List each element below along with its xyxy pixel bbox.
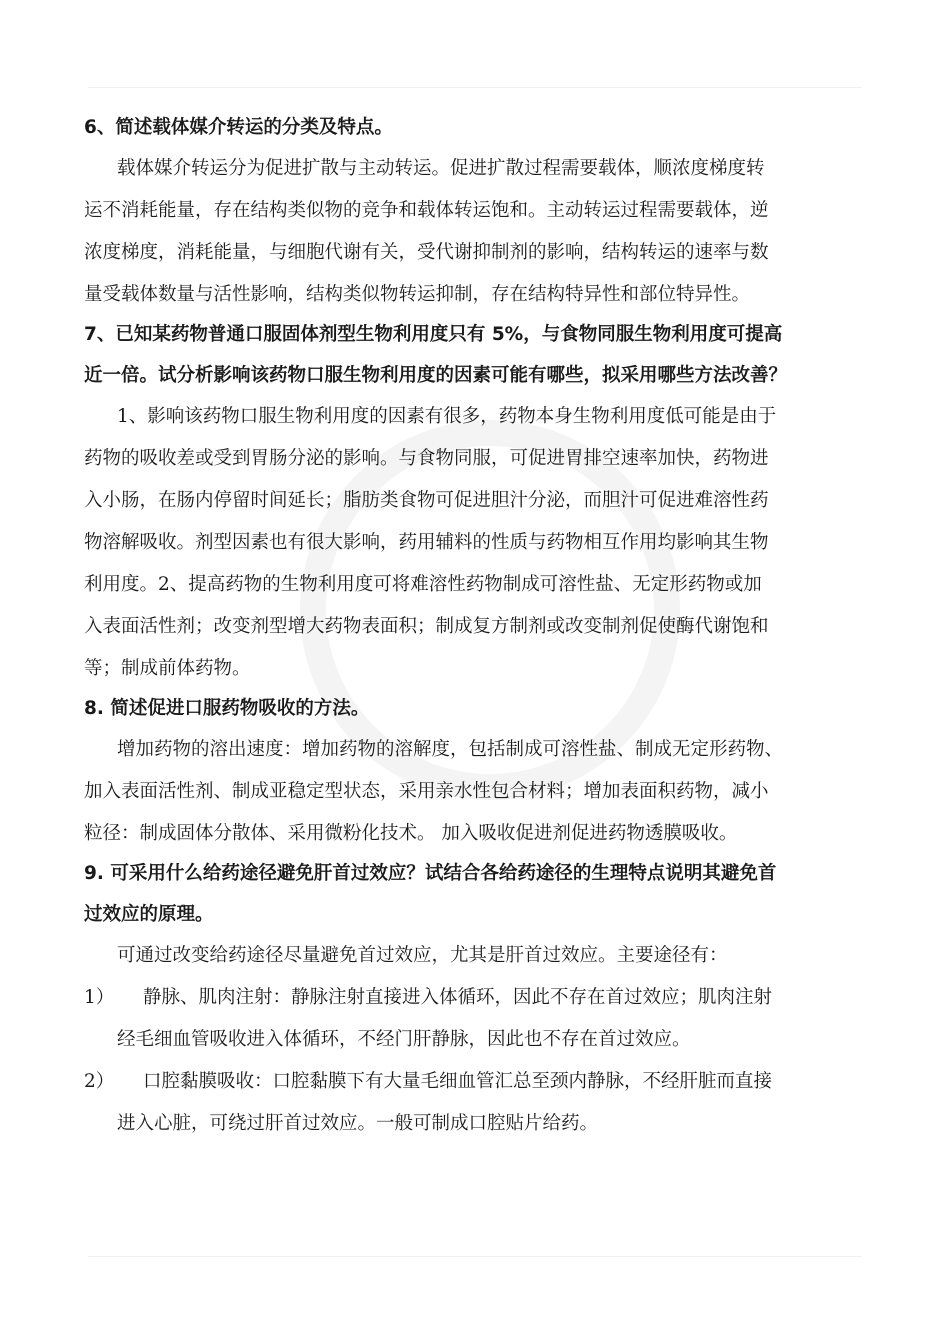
question-8-heading: 8. 简述促进口服药物吸收的方法。 [84, 698, 370, 719]
list-item-1-line: 经毛细血管吸收进入体循环，不经门肝静脉，因此也不存在首过效应。 [117, 1029, 691, 1050]
list-marker-2: 2） [84, 1071, 115, 1092]
answer-line: 可通过改变给药途径尽量避免首过效应，尤其是肝首过效应。主要途径有： [117, 945, 728, 966]
question-7-heading: 7、已知某药物普通口服固体剂型生物利用度只有 5%，与食物同服生物利用度可提高 [84, 324, 783, 345]
answer-line: 运不消耗能量，存在结构类似物的竞争和载体转运饱和。主动转运过程需要载体，逆 [84, 200, 769, 221]
answer-line: 量受载体数量与活性影响，结构类似物转运抑制，存在结构特异性和部位特异性。 [84, 284, 751, 305]
answer-line: 入小肠，在肠内停留时间延长；脂肪类食物可促进胆汁分泌，而胆汁可促进难溶性药 [84, 490, 769, 511]
answer-line: 利用度。2、提高药物的生物利用度可将难溶性药物制成可溶性盐、无定形药物或加 [84, 574, 762, 595]
list-item-1-line: 静脉、肌肉注射：静脉注射直接进入体循环，因此不存在首过效应；肌肉注射 [143, 987, 773, 1008]
answer-line: 粒径：制成固体分散体、采用微粉化技术。 加入吸收促进剂促进药物透膜吸收。 [84, 823, 738, 844]
answer-line: 入表面活性剂；改变剂型增大药物表面积；制成复方制剂或改变制剂促使酶代谢饱和 [84, 616, 769, 637]
answer-line: 1、影响该药物口服生物利用度的因素有很多，药物本身生物利用度低可能是由于 [117, 406, 777, 427]
header-rule [88, 87, 862, 88]
answer-line: 物溶解吸收。剂型因素也有很大影响，药用辅料的性质与药物相互作用均影响其生物 [84, 532, 769, 553]
answer-line: 载体媒介转运分为促进扩散与主动转运。促进扩散过程需要载体，顺浓度梯度转 [117, 158, 765, 179]
list-item-2-line: 进入心脏，可绕过肝首过效应。一般可制成口腔贴片给药。 [117, 1113, 599, 1134]
answer-line: 加入表面活性剂、制成亚稳定型状态，采用亲水性包合材料；增加表面积药物，减小 [84, 781, 769, 802]
list-marker-1: 1） [84, 987, 115, 1008]
question-7-heading-cont: 近一倍。试分析影响该药物口服生物利用度的因素可能有哪些，拟采用哪些方法改善？ [84, 365, 788, 386]
footer-rule [88, 1256, 862, 1257]
answer-line: 增加药物的溶出速度：增加药物的溶解度，包括制成可溶性盐、制成无定形药物、 [117, 739, 784, 760]
answer-line: 浓度梯度，消耗能量，与细胞代谢有关，受代谢抑制剂的影响，结构转运的速率与数 [84, 242, 769, 263]
list-item-2-line: 口腔黏膜吸收：口腔黏膜下有大量毛细血管汇总至颈内静脉，不经肝脏而直接 [143, 1071, 773, 1092]
question-6-heading: 6、简述载体媒介转运的分类及特点。 [84, 117, 393, 138]
answer-line: 等；制成前体药物。 [84, 658, 251, 679]
question-9-heading: 9. 可采用什么给药途径避免肝首过效应？试结合各给药途径的生理特点说明其避免首 [84, 863, 777, 884]
answer-line: 药物的吸收差或受到胃肠分泌的影响。与食物同服，可促进胃排空速率加快，药物进 [84, 448, 769, 469]
question-9-heading-cont: 过效应的原理。 [84, 904, 214, 925]
